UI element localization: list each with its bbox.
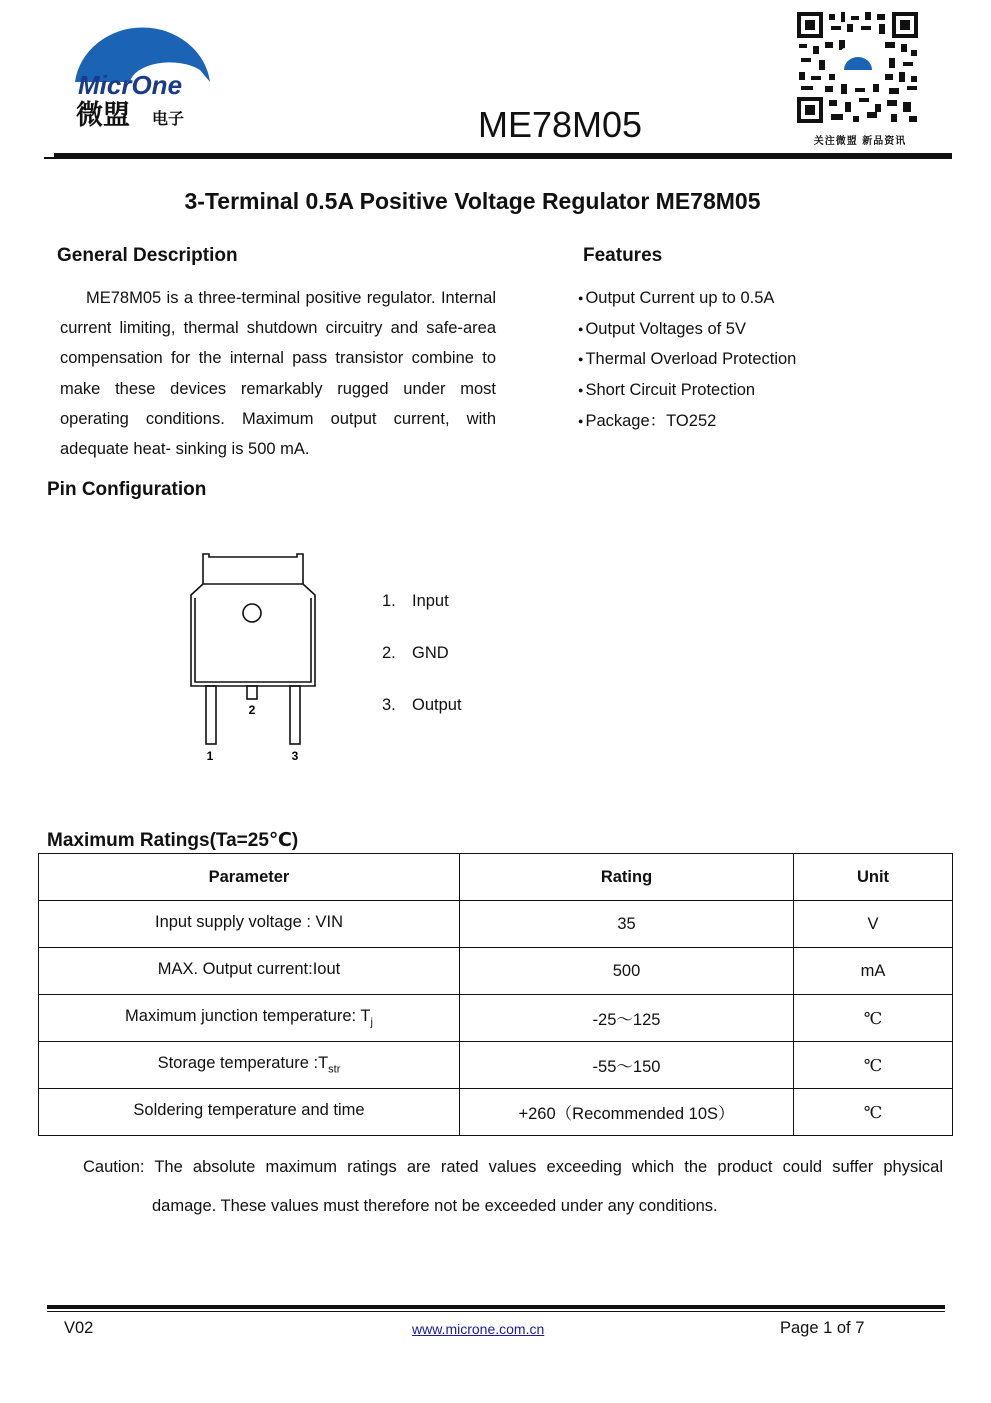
table-cell-unit: mA <box>794 948 953 995</box>
pin-name: Input <box>412 592 449 610</box>
pin-item <box>382 641 462 693</box>
qr-code-icon <box>795 10 920 125</box>
feature-item: ● Package：TO252 <box>578 406 796 437</box>
table-cell-parameter: Input supply voltage : VIN <box>39 901 460 948</box>
table-cell-rating: +260（Recommended 10S） <box>460 1089 794 1136</box>
pin-configuration-heading: Pin Configuration <box>47 479 207 500</box>
feature-item: ● Output Voltages of 5V <box>578 314 796 345</box>
footer-website-link[interactable]: www.microne.com.cn <box>412 1321 545 1337</box>
column-header: Unit <box>794 854 953 901</box>
table-cell-unit: ℃ <box>794 995 953 1042</box>
table-cell-rating: 35 <box>460 901 794 948</box>
footer-rule-thin <box>47 1311 945 1312</box>
logo-brand-text: MicrOne <box>78 70 183 100</box>
qr-caption: 关注微盟 新品资讯 <box>813 136 907 147</box>
table-header-row <box>39 854 953 901</box>
general-description-body: ME78M05 is a three-terminal positive regulator. Internal current limiting, thermal shutdown circuitry and safe-area compensation for the internal pass transistor combine to make these devices remarkably rugged under most operating conditions. Maximum output current, with adequate heat- sinking is 500 mA. <box>60 289 496 459</box>
table-cell-rating: -55～150 <box>460 1042 794 1089</box>
package-pin-label: 2 <box>248 703 256 717</box>
feature-item: ● Output Current up to 0.5A <box>578 283 796 314</box>
features-heading: Features <box>583 245 663 266</box>
general-description-heading: General Description <box>57 245 238 266</box>
table-row <box>39 948 953 995</box>
pin-item <box>382 693 462 745</box>
caution-line: damage. These values must therefore not be exceeded under any conditions. <box>152 1197 718 1215</box>
table-row <box>39 901 953 948</box>
maximum-ratings-heading: Maximum Ratings(Ta=25℃) <box>47 830 299 851</box>
pin-name: Output <box>412 696 462 714</box>
table-cell-unit: ℃ <box>794 1089 953 1136</box>
header-rule-thin <box>44 157 952 159</box>
footer-page-number: Page 1 of 7 <box>780 1319 865 1337</box>
column-header: Parameter <box>39 854 460 901</box>
features-list <box>578 283 796 436</box>
header-part-number: ME78M05 <box>478 104 643 145</box>
pin-item <box>382 589 462 641</box>
logo-cn-small-text: 电子 <box>152 109 185 128</box>
package-pin-label: 3 <box>291 749 299 763</box>
microne-logo <box>70 10 220 135</box>
document-title: 3-Terminal 0.5A Positive Voltage Regulator ME78M05 <box>184 188 761 214</box>
to252-package-diagram <box>185 550 325 770</box>
feature-item: ● Short Circuit Protection <box>578 375 796 406</box>
caution-note <box>83 1148 943 1226</box>
table-row <box>39 1089 953 1136</box>
table-cell-parameter: Maximum junction temperature: $T_j$ <box>39 995 460 1042</box>
table-cell-unit: V <box>794 901 953 948</box>
table-row <box>39 1042 953 1089</box>
pin-list <box>382 589 462 745</box>
table-cell-rating: -25～125 <box>460 995 794 1042</box>
table-cell-unit: ℃ <box>794 1042 953 1089</box>
table-cell-parameter: Soldering temperature and time <box>39 1089 460 1136</box>
maximum-ratings-table <box>38 853 953 1136</box>
pin-number: 1. <box>382 592 396 610</box>
column-header: Rating <box>460 854 794 901</box>
pin-number: 2. <box>382 644 396 662</box>
package-pin-label: 1 <box>206 749 214 763</box>
logo-cn-text: 微盟 <box>76 100 130 131</box>
footer-rule-thick <box>47 1305 945 1309</box>
pin-number: 3. <box>382 696 396 714</box>
table-cell-rating: 500 <box>460 948 794 995</box>
caution-line: Caution: The absolute maximum ratings are rated values exceeding which the product could suffer physical <box>83 1158 943 1176</box>
table-cell-parameter: MAX. Output current:Iout <box>39 948 460 995</box>
feature-item: ● Thermal Overload Protection <box>578 344 796 375</box>
footer-version: V02 <box>64 1319 94 1337</box>
table-row <box>39 995 953 1042</box>
table-cell-parameter: Storage temperature $:T_{str}$ <box>39 1042 460 1089</box>
pin-name: GND <box>412 644 449 662</box>
